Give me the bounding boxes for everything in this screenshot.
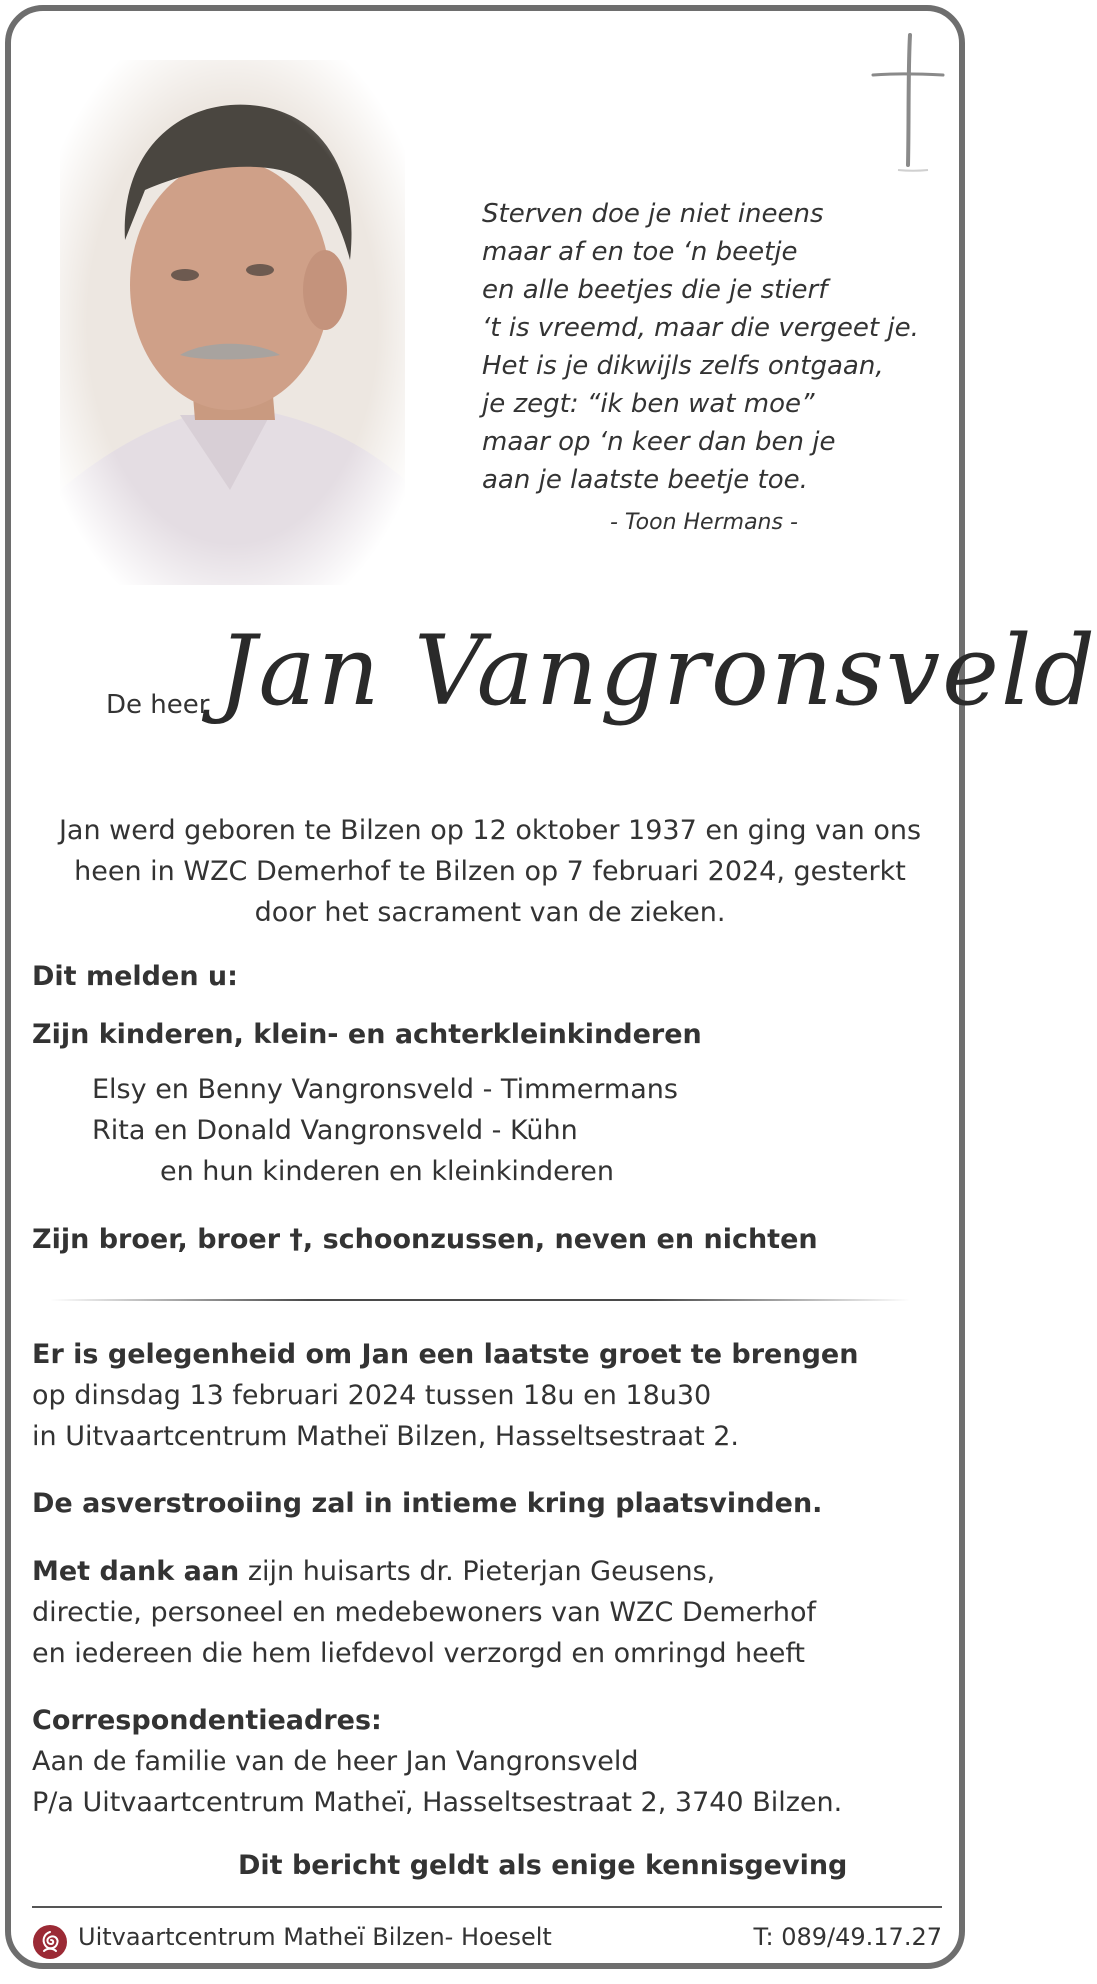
- correspondence-heading: Correspondentieadres:: [32, 1705, 382, 1736]
- farewell-line: op dinsdag 13 februari 2024 tussen 18u en 18u30: [32, 1380, 712, 1411]
- section-divider: [50, 1299, 910, 1301]
- thanks-rest: zijn huisarts dr. Pieterjan Geusens,: [239, 1556, 716, 1587]
- poem-line: je zegt: “ik ben wat moe”: [482, 389, 815, 419]
- thanks-line: [32, 1552, 715, 1592]
- siblings-heading: Zijn broer, broer †, schoonzussen, neven en nichten: [32, 1224, 818, 1255]
- correspondence-line: Aan de familie van de heer Jan Vangronsveld: [32, 1746, 639, 1777]
- thanks-line: directie, personeel en medebewoners van WZC Demerhof: [32, 1597, 817, 1628]
- grandchildren-entry: en hun kinderen en kleinkinderen: [160, 1156, 614, 1187]
- name-prefix: De heer: [106, 690, 210, 720]
- poem-line: aan je laatste beetje toe.: [482, 465, 808, 495]
- portrait-photo: [60, 60, 405, 585]
- poem-line: maar af en toe ‘n beetje: [482, 237, 798, 267]
- notice-text: Dit bericht geldt als enige kennisgeving: [238, 1850, 848, 1881]
- poem-line: maar op ‘n keer dan ben je: [482, 427, 836, 457]
- rose-logo-icon: [32, 1924, 68, 1960]
- cross-icon: [868, 30, 948, 175]
- footer-company: Uitvaartcentrum Matheï Bilzen- Hoeselt: [78, 1923, 552, 1951]
- children-heading: Zijn kinderen, klein- en achterkleinkinderen: [32, 1019, 702, 1050]
- deceased-name: Jan Vangronsveld: [218, 615, 1097, 727]
- farewell-heading: Er is gelegenheid om Jan een laatste groet te brengen: [32, 1339, 859, 1370]
- poem-author: - Toon Hermans -: [610, 510, 798, 535]
- announce-heading: Dit melden u:: [32, 961, 238, 992]
- scattering-notice: De asverstrooiing zal in intieme kring plaatsvinden.: [32, 1488, 823, 1519]
- poem-line: ‘t is vreemd, maar die vergeet je.: [482, 313, 919, 343]
- poem-line: Sterven doe je niet ineens: [482, 199, 824, 229]
- intro-line: Jan werd geboren te Bilzen op 12 oktober 1937 en ging van ons: [58, 815, 922, 846]
- poem-line: Het is je dikwijls zelfs ontgaan,: [482, 351, 884, 381]
- farewell-line: in Uitvaartcentrum Matheï Bilzen, Hasseltsestraat 2.: [32, 1421, 740, 1452]
- footer-phone: T: 089/49.17.27: [753, 1923, 942, 1951]
- correspondence-line: P/a Uitvaartcentrum Matheï, Hasseltsestraat 2, 3740 Bilzen.: [32, 1787, 843, 1818]
- poem: [482, 195, 942, 499]
- thanks-line: en iedereen die hem liefdevol verzorgd en omringd heeft: [32, 1638, 806, 1669]
- footer-divider: [32, 1906, 942, 1908]
- thanks-bold: Met dank aan: [32, 1556, 240, 1587]
- child-entry: Elsy en Benny Vangronsveld - Timmermans: [92, 1074, 678, 1105]
- intro-text: [30, 810, 950, 933]
- child-entry: Rita en Donald Vangronsveld - Kühn: [92, 1115, 578, 1146]
- poem-line: en alle beetjes die je stierf: [482, 275, 828, 305]
- intro-line: door het sacrament van de zieken.: [254, 897, 726, 928]
- intro-line: heen in WZC Demerhof te Bilzen op 7 februari 2024, gesterkt: [74, 856, 906, 887]
